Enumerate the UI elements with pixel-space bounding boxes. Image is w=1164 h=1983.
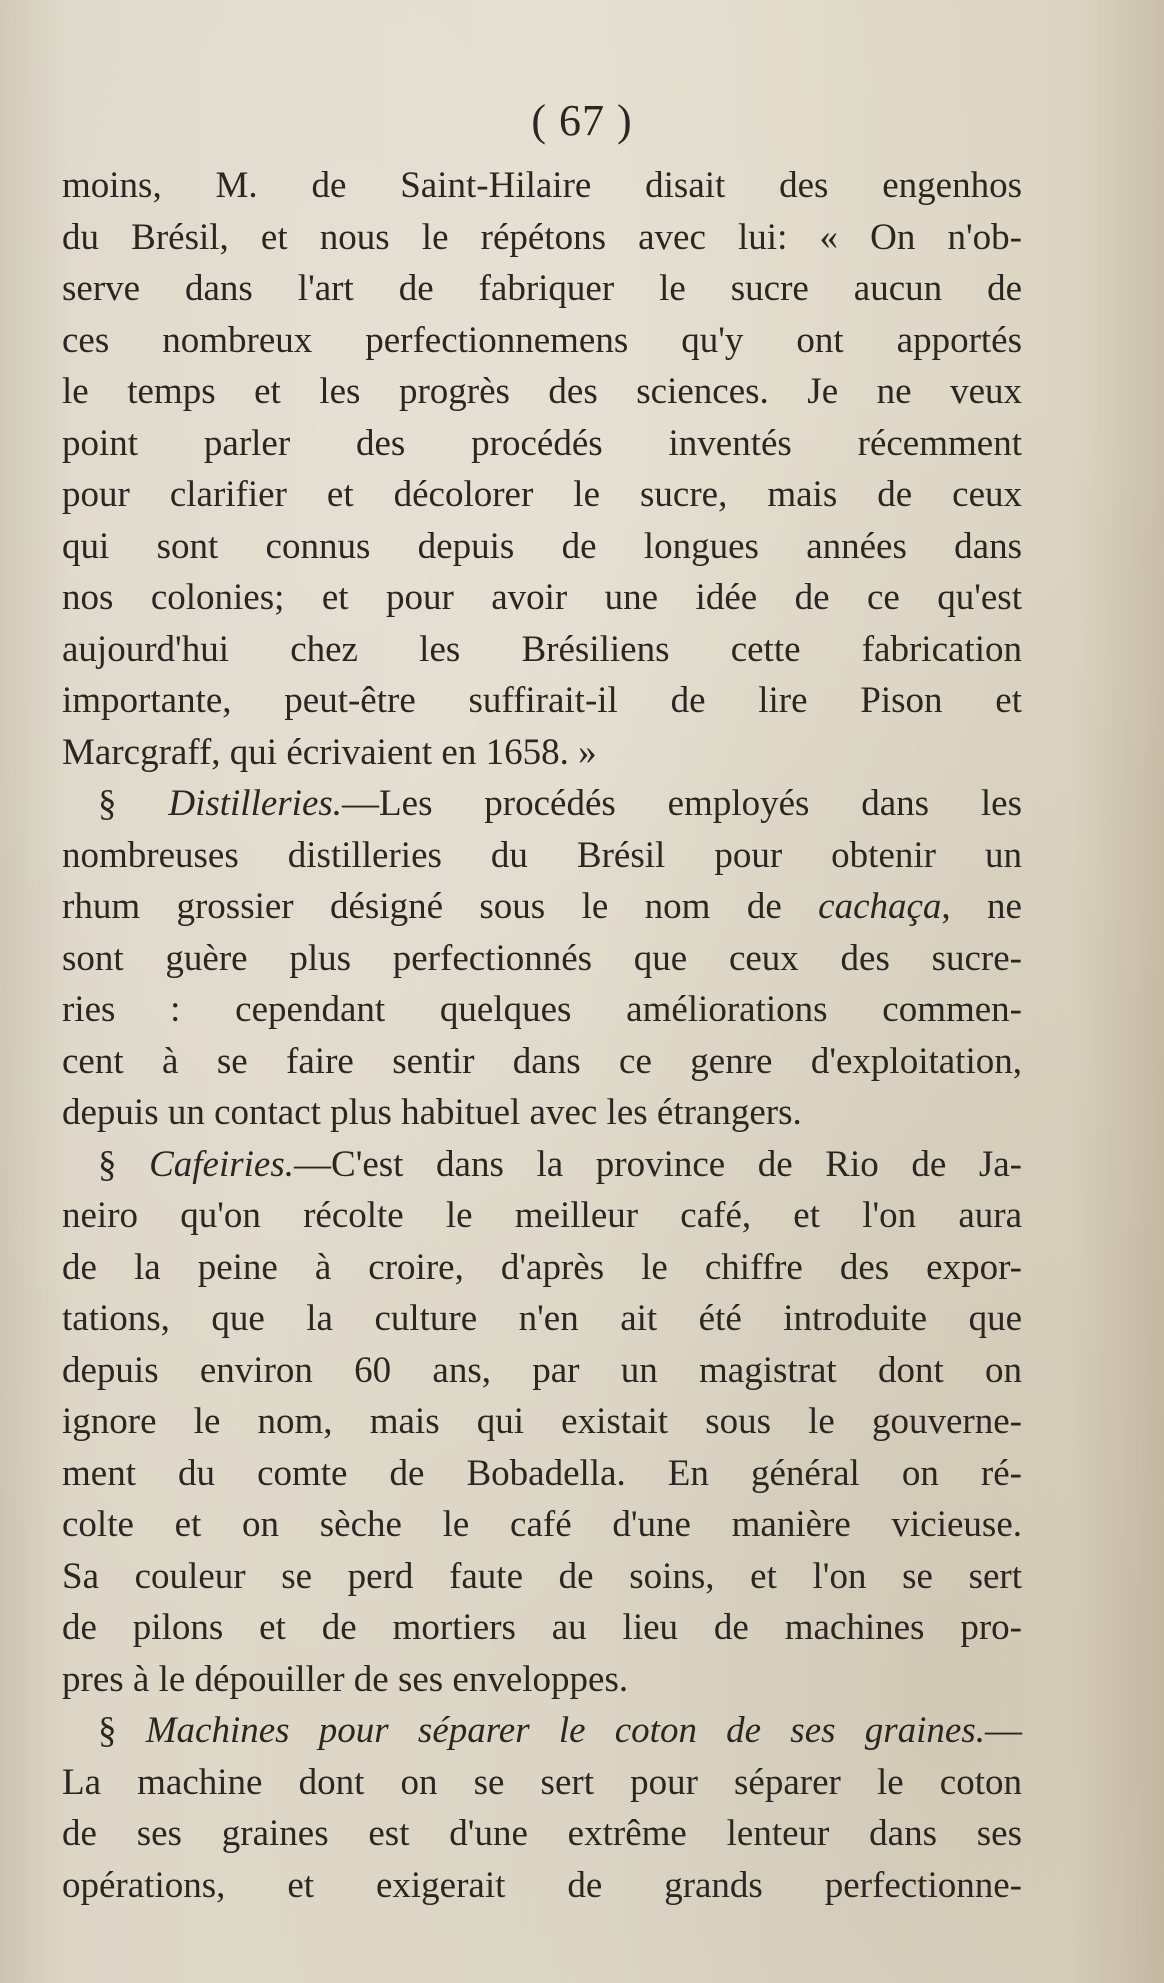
- text-line-content: nombreuses distilleries du Brésil pour obtenir un: [62, 834, 1022, 876]
- text-line: [62, 212, 1022, 264]
- text-line-content: depuis environ 60 ans, par un magistrat dont on: [62, 1349, 1022, 1391]
- text-line: [62, 1087, 1022, 1139]
- text-line: [62, 727, 1022, 779]
- text-line-prefix: §: [98, 783, 169, 824]
- text-line-content: aujourd'hui chez les Brésiliens cette fabrication: [62, 628, 1022, 670]
- text-line-content: ment du comte de Bobadella. En général on ré-: [62, 1452, 1022, 1494]
- text-line: [62, 1036, 1022, 1088]
- text-line: [62, 1654, 1022, 1706]
- section-heading: Cafeiries.: [149, 1143, 295, 1185]
- section-heading: cachaça: [818, 886, 942, 927]
- text-line: [62, 830, 1022, 882]
- text-line-content: de la peine à croire, d'après le chiffre des expor-: [62, 1246, 1022, 1288]
- text-line: [62, 1396, 1022, 1448]
- text-line-content: —Les procédés employés dans les: [342, 783, 1023, 824]
- text-line-content: La machine dont on se sert pour séparer le coton: [62, 1761, 1022, 1803]
- text-line: [62, 1808, 1022, 1860]
- text-line-content: ries : cependant quelques améliorations commen-: [62, 989, 1022, 1030]
- text-line: [62, 1757, 1022, 1809]
- text-line: [62, 1242, 1022, 1294]
- text-line: [62, 572, 1022, 624]
- text-line: [62, 521, 1022, 573]
- text-line-content: ces nombreux perfectionnemens qu'y ont apportés: [62, 319, 1022, 361]
- text-line: [62, 881, 1022, 933]
- text-line-content: point parler des procédés inventés récemment: [62, 422, 1022, 464]
- text-line-content: Sa couleur se perd faute de soins, et l'on se sert: [62, 1555, 1022, 1597]
- text-line-content: qui sont connus depuis de longues années dans: [62, 525, 1022, 567]
- text-line: [62, 160, 1022, 212]
- text-line-prefix: rhum grossier désigné sous le nom de: [62, 886, 819, 927]
- text-line-content: de ses graines est d'une extrême lenteur dans ses: [62, 1813, 1022, 1854]
- text-line-content: sont guère plus perfectionnés que ceux des sucre-: [62, 937, 1022, 979]
- text-line: [62, 1551, 1022, 1603]
- text-line-content: pres à le dépouiller de ses enveloppes.: [62, 1658, 629, 1700]
- text-line: [62, 675, 1022, 727]
- text-line-content: du Brésil, et nous le répétons avec lui: « On n'ob-: [62, 216, 1022, 258]
- text-line-content: serve dans l'art de fabriquer le sucre aucun de: [62, 268, 1022, 309]
- text-line-content: Marcgraff, qui écrivaient en 1658. »: [62, 731, 597, 773]
- text-line-content: de pilons et de mortiers au lieu de machines pro-: [62, 1607, 1022, 1648]
- section-heading: Machines pour séparer le coton de ses graines.: [145, 1710, 986, 1751]
- text-line-content: le temps et les progrès des sciences. Je ne veux: [62, 371, 1022, 412]
- text-line-content: pour clarifier et décolorer le sucre, mais de ceux: [62, 474, 1022, 515]
- text-line-prefix: §: [98, 1710, 146, 1751]
- text-line: [62, 1448, 1022, 1500]
- body-text: [62, 160, 1022, 1911]
- text-line: [62, 418, 1022, 470]
- text-line-content: —C'est dans la province de Rio de Ja-: [294, 1143, 1022, 1185]
- text-line: [62, 778, 1022, 830]
- text-line-content: cent à se faire sentir dans ce genre d'exploitation,: [62, 1040, 1022, 1082]
- text-line: [62, 624, 1022, 676]
- text-line: [62, 263, 1022, 315]
- section-heading: Distilleries.: [168, 783, 343, 824]
- text-line: [62, 1139, 1022, 1191]
- text-line: [62, 984, 1022, 1036]
- text-line-content: ignore le nom, mais qui existait sous le gouverne-: [62, 1401, 1022, 1442]
- text-line: [62, 1705, 1022, 1757]
- text-line-content: neiro qu'on récolte le meilleur café, et l'on aura: [62, 1195, 1022, 1236]
- text-line: [62, 1860, 1022, 1912]
- text-line: [62, 1190, 1022, 1242]
- text-line-content: depuis un contact plus habituel avec les étrangers.: [62, 1092, 802, 1133]
- text-line: [62, 469, 1022, 521]
- text-line: [62, 1345, 1022, 1397]
- text-line: [62, 933, 1022, 985]
- text-line: [62, 366, 1022, 418]
- page-number: ( 67 ): [531, 96, 633, 145]
- text-line-content: importante, peut-être suffirait-il de lire Pison et: [62, 680, 1022, 721]
- text-line-content: tations, que la culture n'en ait été introduite que: [62, 1298, 1022, 1339]
- text-line-content: moins, M. de Saint-Hilaire disait des engenhos: [62, 165, 1022, 206]
- text-line: [62, 315, 1022, 367]
- text-line-content: colte et on sèche le café d'une manière vicieuse.: [62, 1504, 1022, 1545]
- text-line-content: opérations, et exigerait de grands perfectionne-: [62, 1864, 1022, 1906]
- text-line: [62, 1499, 1022, 1551]
- text-line: [62, 1293, 1022, 1345]
- text-line-content: nos colonies; et pour avoir une idée de ce qu'est: [62, 577, 1022, 618]
- text-line: [62, 1602, 1022, 1654]
- text-line-content: , ne: [941, 886, 1022, 927]
- text-line-prefix: §: [98, 1143, 150, 1185]
- text-line-content: —: [985, 1710, 1023, 1751]
